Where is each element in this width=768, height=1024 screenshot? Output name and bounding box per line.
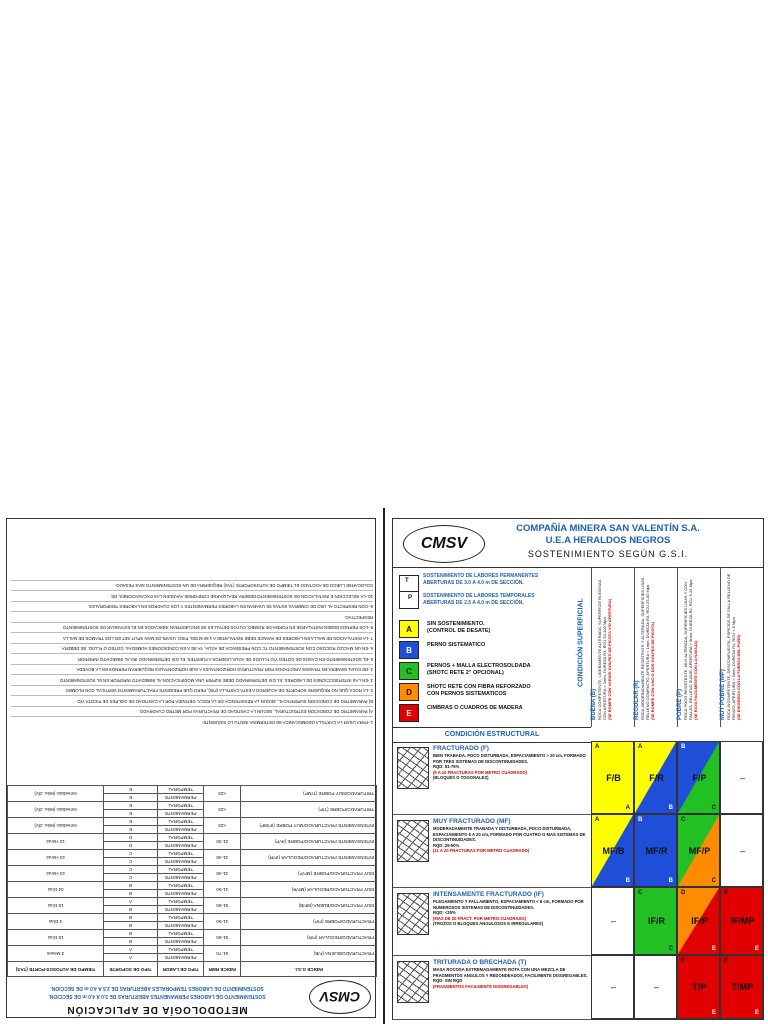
support-cell: A (104, 946, 158, 954)
structural-row (393, 814, 591, 888)
support-legend (393, 567, 571, 727)
gsi-cell-top-code: A (595, 817, 600, 823)
gsi-cell: INTENSAMENTE FRACTURADO/MUY POBRE (IF/MP) (241, 818, 377, 834)
structural-row-rqd: RQD: <25% (433, 910, 456, 915)
structural-row-title: MUY FRACTURADO (MF) (433, 818, 511, 825)
support-cell: A (104, 954, 158, 962)
note-line: 4.-DE IGUAL MANERA EN TRAMOS AFECTADOS POR FRACTURAS HORIZONTALES A SUB HORIZONTALES REQUIERAN PERNOS EN LA BOVEDA (11, 664, 373, 675)
unit-name: U.E.A HERALDOS NEGROS (545, 535, 671, 546)
tp-key (399, 575, 419, 609)
note-line: 3.-EN LAS INTERSECCIONES DE LABORES, EL GSI DETERMINADO DEBE SUFRIR UNA MODIFICACION AL INMEDIATO INFERIOR EN EL SOSTENIMIENTO (11, 675, 373, 686)
labor-cell: PERMANENTE (157, 858, 204, 866)
structural-row (393, 887, 591, 956)
gsi-cell-label: F/B (606, 772, 621, 783)
legend-text (427, 642, 485, 649)
labor-cell: PERMANENTE (157, 954, 204, 962)
gsi-cell-top-code: B (638, 817, 643, 823)
rmr-cell: <20 (204, 802, 241, 818)
structural-row-desc: MODERADAMENTE TRABADA Y DISTURBADA, POCO DISTURBADA, ESPACIAMIENTO 6 A 20 cm, FORMADO POR CUATRO O MAS SISTEMAS DE DISCONTINUIDADES. (433, 826, 586, 842)
support-cell: D (104, 842, 158, 850)
legend-text-line: (CONTROL DE DESATE) (427, 628, 491, 634)
gsi-cell: MUY FRACTURADO/REGULAR (MF/R) (241, 882, 377, 898)
gsi-cell-bottom-code: E (754, 946, 759, 952)
surface-column-test: (SE ROMPE CON UNO O DOS GOLPES DE PICOTA) (650, 621, 655, 720)
gsi-cell-bottom-code: C (668, 946, 673, 952)
surface-condition-columns (591, 567, 763, 727)
gsi-cell: FRACTURADO/REGULAR (F/R) (241, 930, 377, 946)
labor-cell: PERMANENTE (157, 922, 204, 930)
gsi-cell: INTENSAMENTE FRACTURADO/POBRE (IF/P) (241, 834, 377, 850)
tas-cell: Inmediato (Máx. 2hr) (8, 786, 104, 802)
legend-row-b (399, 640, 571, 658)
rmr-cell: 41-50 (204, 882, 241, 898)
gsi-cell-1-3 (720, 814, 763, 887)
gsi-cell-3-2 (677, 955, 720, 1019)
surface-column (720, 567, 764, 727)
legend-text (427, 705, 523, 712)
gsi-cell-label: T/P (692, 982, 707, 992)
gsi-cell-bottom-code: C (711, 805, 716, 811)
cmsv-logo: CMSV (403, 525, 485, 563)
structural-row-fractures: (11 A 20 FRACTURAS POR METRO CUADRADO) (433, 848, 530, 853)
rmr-cell: <20 (204, 818, 241, 834)
legend-text-line: CIMBRAS O CUADROS DE MADERA (427, 705, 523, 711)
labor-cell: TEMPORAL (157, 834, 204, 842)
structural-row-text (433, 958, 589, 989)
surface-column-title: POBRE (P) (677, 688, 683, 720)
table-row (8, 890, 377, 898)
tas-cell: 15 Días (8, 898, 104, 914)
gsi-cell-bottom-code: B (625, 878, 630, 884)
legend-text-line: SIN SOSTENIMIENTO. (427, 621, 485, 627)
labor-cell: TEMPORAL (157, 866, 204, 874)
tas-cell: Inmediato (Máx. 2hr) (8, 818, 104, 834)
gsi-cell-label: IF/R (648, 916, 665, 926)
gsi-cell-bottom-code: E (711, 1010, 716, 1016)
methodology-panel-rotated (7, 519, 377, 1019)
support-cell: C (104, 858, 158, 866)
support-cell: B (104, 930, 158, 938)
structural-row-rqd: RQD: SIN RQD (433, 978, 463, 983)
surface-column-test: (SE RAYA FACILMENTE CON LA NAVAJA) (693, 640, 698, 720)
gsi-cell-top-code: C (638, 890, 643, 896)
legend-text (427, 684, 531, 698)
legend-text-line: (SHOTC RETE 2" OPCIONAL) (427, 670, 504, 676)
surface-column-test: (SE ROMPE CON VARIOS GOLPES DE PICOTA Y/O APERTURA) (607, 598, 612, 720)
legend-swatch: A (399, 620, 419, 638)
note-line: 7.-LA INSTALACION DE MALLA EN LABORES DE AVANCE DEBE INSTALARSE A 1.50 M DEL PISO. USARLOS MAN SPLIT SET EN LOS TRAMOS DE MALLA (11, 633, 373, 644)
surface-column-title: BUENA (B) (591, 688, 597, 720)
fracture-pattern-icon (397, 747, 429, 789)
tas-cell: 12 Horas (8, 834, 104, 850)
support-cell: B (104, 938, 158, 946)
rmr-cell: 31-40 (204, 850, 241, 866)
gsi-cell-1-2 (677, 814, 720, 887)
methodology-table (7, 785, 377, 977)
surface-column-desc: ROCA COMPETENTE, LIGERAMENTE ALTERADA, SUPERFICIE RUGOSAS. CON APERTURA > 1mm, DUREZA R3, RCU 50-100 Mpa (597, 578, 607, 720)
table-row (8, 922, 377, 930)
gsi-cell-top-code: B (681, 744, 686, 750)
tas-cell: 4 Días (8, 914, 104, 930)
support-cell: E (104, 826, 158, 834)
tp-key-t: T (405, 578, 409, 584)
support-cell: C (104, 874, 158, 882)
rmr-cell: 41-50 (204, 914, 241, 930)
structural-row-fractures: (6 A 10 FRACTURAS POR METRO CUADRADO) (433, 769, 528, 775)
gsi-cell: INTENSAMENTE FRACTURADO/REGULAR (IF/R) (241, 850, 377, 866)
gsi-cell: FRACTURADO/BUENA (F/B) (241, 946, 377, 962)
gsi-cell-2-1 (634, 887, 677, 955)
support-cell: E (104, 810, 158, 818)
table-row (8, 874, 377, 882)
structural-row-text (433, 744, 589, 781)
gsi-cell-0-3 (720, 741, 763, 814)
tas-cell: 24 Horas (8, 866, 104, 882)
gsi-cell-label: MF/P (688, 845, 711, 856)
geomechanical-card-sheet (0, 508, 768, 1024)
gsi-cell-bottom-code: C (711, 878, 716, 884)
gsi-cell-label: MF/R (645, 845, 668, 856)
tas-cell: 24 Horas (8, 850, 104, 866)
tas-cell: 3 Meses (8, 946, 104, 962)
labor-cell: PERMANENTE (157, 938, 204, 946)
temporary-labor-note: SOSTENIMIENTO DE LABORES TEMPORALES ABERTURAS DE 2.5 A 4.0 m DE SECCION. (50, 985, 264, 991)
gsi-cell-label: IF/MP (730, 916, 755, 926)
structural-row-rqd: RQD: 51-75% (433, 764, 460, 769)
support-cell: E (104, 794, 158, 802)
gsi-cell: MUY FRACTURADO/BUENA (MF/B) (241, 898, 377, 914)
support-cell: B (104, 914, 158, 922)
gsi-cell-label: MF/B (602, 845, 625, 856)
tas-cell: 15 Días (8, 930, 104, 946)
labor-cell: TEMPORAL (157, 882, 204, 890)
methodology-title: METODOLOGÍA DE APLICACIÓN (66, 1004, 248, 1015)
gsi-cell-bottom-code: E (754, 1010, 759, 1016)
gsi-cell: TRITURADO/POBRE (T/P) (241, 802, 377, 818)
structural-row-title: FRACTURADO (F) (433, 745, 489, 752)
labor-cell: TEMPORAL (157, 850, 204, 858)
note-line: 6.-EN UN MACIZO ROCOSO CON SOSTENIMIENTO TC CON PRESENCIA DE AGUA, YA SE A EN CONDICIONES HUMEDAS, GOTEO O FLUJO, SE DEBERA (11, 643, 373, 654)
cmsv-logo: CMSV (309, 980, 371, 1014)
table-row (8, 826, 377, 834)
methodology-table-body (8, 786, 377, 962)
gsi-cell-0-0 (591, 741, 634, 814)
structural-row-text (433, 890, 589, 927)
structural-row-rqd: RQD: 25-50% (433, 842, 460, 848)
methodology-panel (6, 518, 376, 1018)
support-cell: E (104, 802, 158, 810)
labor-cell: PERMANENTE (157, 810, 204, 818)
legend-text-line: PERNO SISTEMATICO (427, 642, 486, 648)
gsi-cell-1-1 (634, 814, 677, 887)
permanent-labor-note: SOSTENIMIENTO DE LABORES PERMANENTES ABERTURAS DE 3.0 A 4.0 m DE SECCION. (48, 993, 266, 999)
rmr-cell: 21-30 (204, 834, 241, 850)
labor-cell: TEMPORAL (157, 930, 204, 938)
gsi-cell-label: T/MP (731, 982, 754, 992)
gsi-cell-1-0 (591, 814, 634, 887)
support-cell: C (104, 866, 158, 874)
labor-cell: PERMANENTE (157, 826, 204, 834)
legend-text-line: CON PERNOS SISTEMATICOS (427, 691, 507, 697)
surface-column-test: (SE DISGREGA CON LA FUERZA DEL PUÑO) (736, 634, 741, 720)
legend-text-line: PERNOS + MALLA ELECTROSOLDADA (427, 663, 531, 669)
legend-swatch: D (399, 683, 419, 701)
note-line: 2.-LA ROCA QUE NO REQUIERE SOPORTE DE ACUERDO A ESTA CARTILLA (F/B), PERO QUE PRESENTE FRACTURAMIENTO VERTICAL CON PLOMBO (11, 685, 373, 696)
labor-cell: PERMANENTE (157, 794, 204, 802)
note-line: 5.-EL SOSTENIMIENTO EN CASOS DE GOTEO Y/O FLUJOS DE AGUA LIGEROS A FUERTES, EL GSI DETERMINADO IRA AL INMEDIATO INFERIOR (11, 654, 373, 665)
methodology-header (7, 976, 377, 1019)
structural-row-note: (TROZOS O BLOQUES ANGULOSOS E IRREGULARES) (433, 921, 544, 926)
gsi-cell-top-code: E (724, 958, 729, 964)
labor-cell: TEMPORAL (157, 914, 204, 922)
structural-row-fractures: (MAS DE 20 FRACT. POR METRO CUADRADO) (433, 915, 527, 921)
fracture-pattern-icon (397, 961, 429, 1003)
note-line: 9.-CON RESPECTO AL USO DE CIMBRAS, ESTAS SE USARAN EN LABORES PERMANENTES Y LOS CUADROS EN LABORES TEMPORALES. (11, 601, 373, 612)
labor-cell: PERMANENTE (157, 842, 204, 850)
legend-text (427, 621, 490, 635)
labor-cell: PERMANENTE (157, 874, 204, 882)
rmr-cell: 61-70 (204, 946, 241, 962)
gsi-cell-top-code: E (681, 958, 686, 964)
gsi-cell-2-0 (591, 887, 634, 955)
table-header-3: TIPO DE SOPORTE (104, 962, 158, 977)
structural-row-text (433, 817, 589, 854)
table-row (8, 794, 377, 802)
gsi-support-panel (392, 518, 764, 1020)
labor-cell: TEMPORAL (157, 898, 204, 906)
surface-column-text (592, 570, 632, 720)
support-cell: C (104, 850, 158, 858)
support-cell: B (104, 890, 158, 898)
labor-cell: PERMANENTE (157, 890, 204, 898)
support-cell: B (104, 906, 158, 914)
legend-text-line: SHOTC RETE CON FIBRA REFORZADO (427, 684, 531, 690)
fracture-pattern-icon (397, 820, 429, 862)
gsi-cell-label: F/R (649, 772, 664, 783)
surface-column (634, 567, 678, 727)
card-title: SOSTENIMIENTO SEGÚN G.S.I. (527, 549, 689, 559)
note-line: 1.-PARA USAR LA CARTILLA GEOMECANICA SE DETERMINA INSITU LO SIGUIENTE: (11, 717, 373, 728)
structural-row-title: TRITURADA O BRECHADA (T) (433, 959, 527, 966)
structural-row-note: (BLOQUES O TOGONALES) (433, 775, 489, 780)
gsi-cell-3-3 (720, 955, 763, 1019)
gsi-cell-3-0 (591, 955, 634, 1019)
surface-condition-label: CONDICIÓN SUPERFICIAL (577, 598, 585, 687)
gsi-cell: FRACTURADO/POBRE (F/P) (241, 914, 377, 930)
fold-line (383, 508, 385, 1024)
gsi-cell-top-code: D (681, 890, 686, 896)
table-header-1: INDICE RMR (204, 962, 241, 977)
tp-key-p: P (408, 595, 413, 601)
surface-column-title: MUY POBRE (MP) (720, 669, 726, 720)
table-row (8, 906, 377, 914)
labor-cell: TEMPORAL (157, 946, 204, 954)
labor-cell: TEMPORAL (157, 802, 204, 810)
gsi-cell-top-code: E (724, 890, 729, 896)
gsi-cell-bottom-code: B (668, 878, 673, 884)
table-row (8, 810, 377, 818)
surface-column-title: REGULAR (R) (634, 680, 640, 720)
permanent-note: SOSTENIMIENTO DE LABORES PERMANENTES ABERTURAS DE 3.0 A 4.0 m DE SECCIÓN. (423, 573, 539, 586)
surface-column (591, 567, 635, 727)
gsi-cell-empty: – (610, 916, 616, 926)
structural-row-desc: MASA ROCOSA EXTREMADAMENTE ROTA CON UNA MEZCLA DE FRAGMENTOS ANGULOS Y REDONDEADOS, FACILMENTE DISGREGABLES. (433, 967, 588, 978)
gsi-cell-empty: – (653, 982, 659, 992)
gsi-cell-empty: – (610, 982, 616, 992)
gsi-cell-label: IF/P (691, 916, 708, 926)
labor-cell: TEMPORAL (157, 786, 204, 794)
gsi-header (393, 519, 763, 568)
methodology-notes (11, 580, 373, 727)
fracture-pattern-icon (397, 893, 429, 935)
company-name: COMPAÑÍA MINERA SAN VALENTÍN S.A. (516, 523, 700, 534)
support-cell: E (104, 818, 158, 826)
support-cell: E (104, 786, 158, 794)
table-row (8, 954, 377, 962)
gsi-cell-top-code: A (638, 744, 643, 750)
gsi-cell-2-3 (720, 887, 763, 955)
legend-row-a (399, 619, 571, 637)
surface-column-text (721, 570, 761, 720)
note-line: 8.-LOS PERNOS DEBEN INSTALARSE EN FORMA DE ROMBO, CUYOS DETALLES SE ENCUENTRAN INDICADOS EN EL ESTANDAR DE SOSTENIMIENTO (11, 622, 373, 633)
legend-row-c (399, 661, 571, 679)
gsi-cell-empty: – (739, 772, 745, 783)
gsi-cell: TRITURADO/MUY POBRE (T/MP) (241, 786, 377, 802)
gsi-cell-3-1 (634, 955, 677, 1019)
support-cell: A (104, 898, 158, 906)
structural-row-desc: PLEGAMIENTO Y FALLAMIENTO, ESPACIAMIENTO < 6 cm, FORMADO POR NUMEROSOS SISTEMAS DE DISCONTINUIDADES. (433, 899, 584, 910)
structural-row-desc: BIEN TRABADA, POCO DISTURBADA, ESPACIAMIENTO > 20 cm, FORMADO POR TRES SISTEMAS DE DISCONTINUIDADES. (433, 753, 586, 764)
gsi-cell-label: F/P (692, 772, 707, 783)
gsi-cell-bottom-code: E (711, 946, 716, 952)
table-row (8, 938, 377, 946)
rmr-cell: 51-60 (204, 930, 241, 946)
table-header-0: INDICE G.S.I. (241, 962, 377, 977)
table-header-2: TIPO DE LABOR (157, 962, 204, 977)
support-cell: B (104, 882, 158, 890)
labor-cell: TEMPORAL (157, 818, 204, 826)
methodology-table-header (8, 962, 377, 977)
gsi-cell-top-code: C (681, 817, 686, 823)
table-header-4: TIEMPO DE AUTOSOS-PORTE (TAS) (8, 962, 104, 977)
gsi-cell-empty: – (739, 845, 745, 856)
note-line: RESPECTIVO. (11, 612, 373, 623)
note-line: B) PARAMETRO DE CONDICION SUPERFICIAL, SEGUN LA RESISTENCIA DE LA ROCA, DEFINIDA POR LA CANTIDAD DE GOLPES DE PICOTA Y/O (11, 696, 373, 707)
rmr-cell: 31-40 (204, 866, 241, 882)
surface-column-desc: ROCA INCOMPETENTE, DESCOMPUESTA, ESPEJOS DE FALLA RELLENO DE PANIZO, APERTURA > 5mm, DUREZA R1, RCU < 5 Mpa (726, 573, 736, 720)
legend-row-e (399, 703, 571, 721)
gsi-cell-bottom-code: B (668, 805, 673, 811)
rmr-cell: <20 (204, 786, 241, 802)
table-row (8, 858, 377, 866)
surface-column-text (678, 570, 718, 720)
gsi-cell-2-2 (677, 887, 720, 955)
legend-swatch: C (399, 662, 419, 680)
tas-cell: 04 Días (8, 882, 104, 898)
legend-row-d (399, 682, 571, 700)
surface-column (677, 567, 721, 727)
note-line: COLOCARSE LUEGO DE AGOTADO EL TIEMPO DE AUTOSOPORTE (TAS) REQUERIRA DE UN SOSTENIMIENTO MAS PESADO. (11, 580, 373, 591)
note-line: 10.-LA SELECCION E INSTALACION DE SOSTENIMIENTO DEBERA REALIZARSE CONFORME AVANCEN LAS EXCAVACIONES, DE (11, 591, 373, 602)
rmr-cell: 51-60 (204, 898, 241, 914)
support-cell: D (104, 834, 158, 842)
tas-cell: Inmediato (Máx. 2hr) (8, 802, 104, 818)
legend-text (427, 663, 531, 677)
structural-row (393, 955, 591, 1020)
structural-row-title: INTENSAMENTE FRACTURADO (IF) (433, 891, 544, 898)
gsi-cell-top-code: A (595, 744, 600, 750)
gsi-cell-bottom-code: A (625, 805, 630, 811)
labor-cell: PERMANENTE (157, 906, 204, 914)
structural-row-fractures: (FRAGMENTOS FACILMENTE DISGREGABLES) (433, 983, 529, 989)
gsi-cell: MUY FRACTURADO/POBRE (MF/P) (241, 866, 377, 882)
legend-swatch: E (399, 704, 419, 722)
gsi-matrix (591, 741, 763, 1019)
temporary-note: SOSTENIMIENTO DE LABORES TEMPORALES ABERTURAS DE 2.5 A 4.0 m DE SECCIÓN. (423, 593, 535, 606)
table-row (8, 842, 377, 850)
structural-row (393, 741, 591, 815)
note-line: A) PARAMETRO DE CONDICION ESTRUCTURAL, SEGUN LA CANTIDAD DE FRACTURAS POR METRO CUADRADO. (11, 706, 373, 717)
surface-column-desc: ROCA MODERADAMENTE RESISTENTE Y ALTERADA, SUPERFICIES LISAS. RELLENO COMPACTO, APERTURA < 1mm, DUREZA R3, RCU 25-50 Mpa (640, 576, 650, 720)
gsi-cell-0-2 (677, 741, 720, 814)
support-cell: B (104, 922, 158, 930)
surface-column-text (635, 570, 675, 720)
surface-column-desc: ROCA POCO RESISTENTE, MUY ALTERADA, SUPERFICIES LISAS Y CON FALLAS. RELLENO SUAVE, APERTURA > 5mm, DUREZA R2, RCU 5-25 Mpa (683, 579, 693, 720)
legend-swatch: B (399, 641, 419, 659)
gsi-cell-0-1 (634, 741, 677, 814)
structural-condition-label: CONDICIÓN ESTRUCTURAL (393, 727, 591, 743)
